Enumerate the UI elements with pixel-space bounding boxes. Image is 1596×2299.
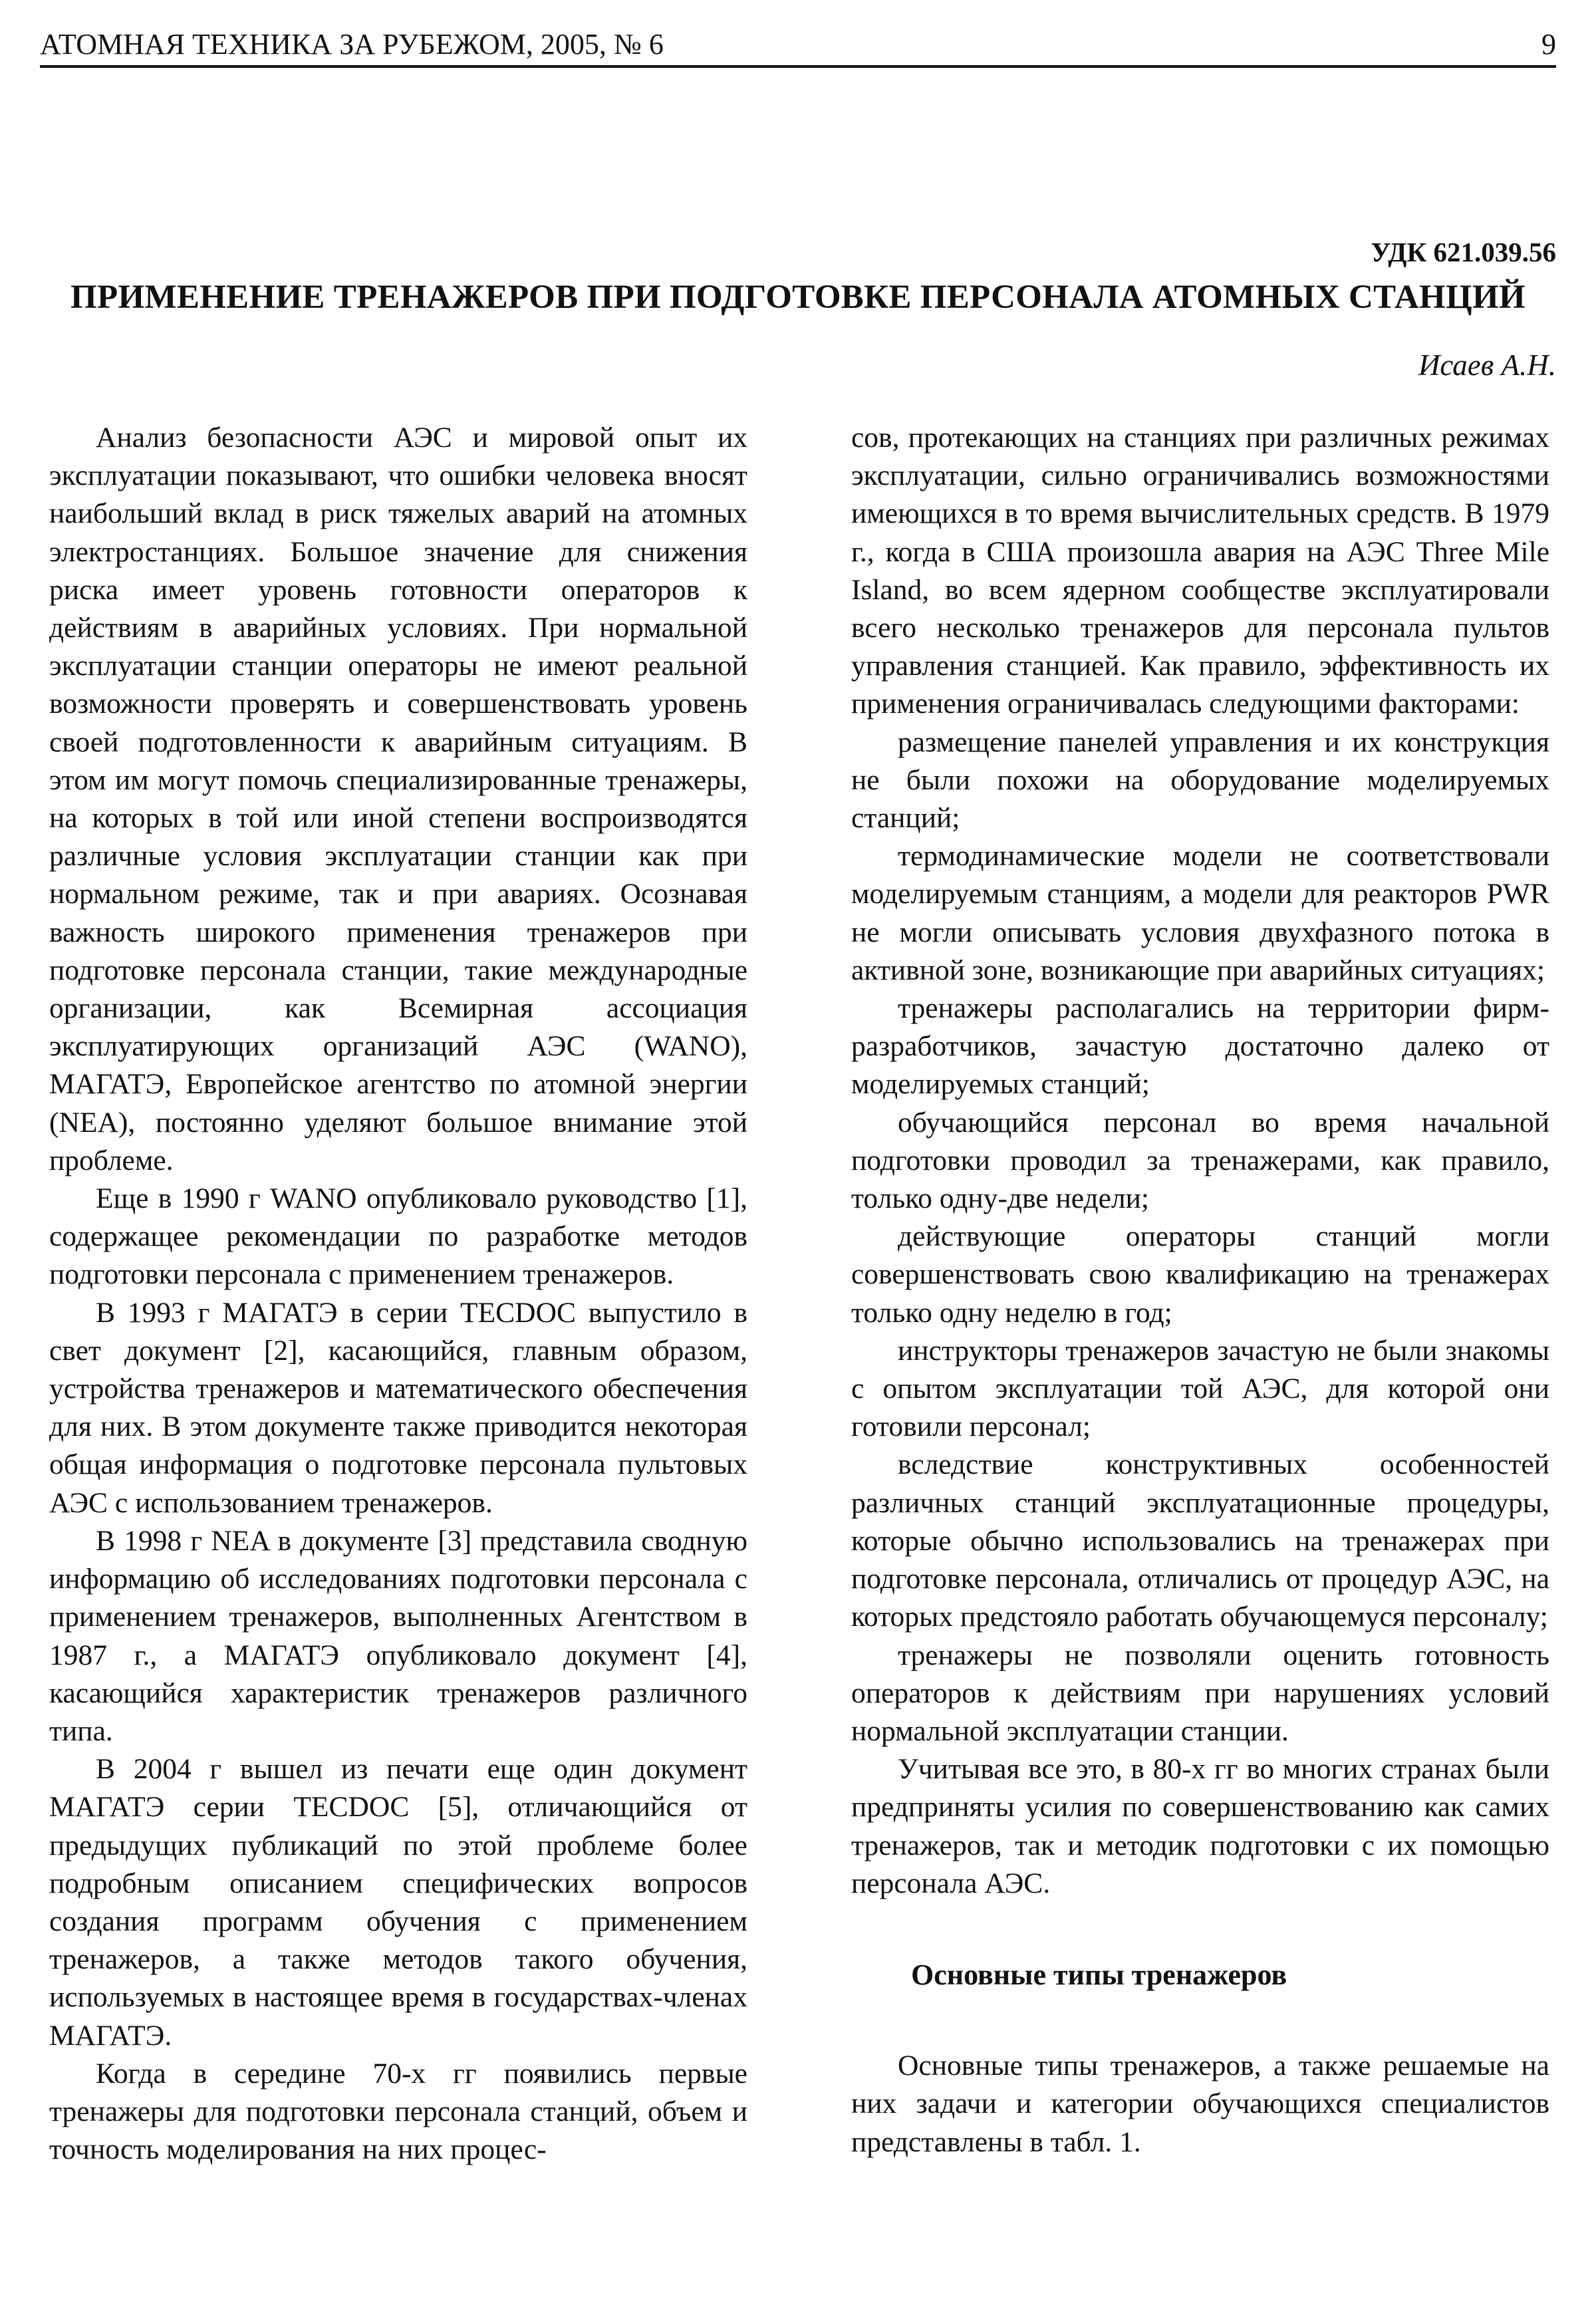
factor-item: термодинамические модели не соответствовали моделируемым станциям, а модели для реакторов PWR не могли описывать условия двухфазного потока в активной зоне, возникающие при аварийных ситуациях; [851,840,1549,986]
left-column [49,419,747,2169]
section-heading: Основные типы тренажеров [911,1958,1287,1991]
article-title: ПРИМЕНЕНИЕ ТРЕНАЖЕРОВ ПРИ ПОДГОТОВКЕ ПЕРСОНАЛА АТОМНЫХ СТАНЦИЙ [70,279,1526,316]
factor-item: вследствие конструктивных особенностей различных станций эксплуатационные процедуры, которые обычно использовались на тренажерах при подготовке персонала, отличались от процедур АЭС, на которых предстояло работать обучающемуся персоналу; [851,1448,1549,1633]
paragraph: Когда в середине 70-х гг появились первые тренажеры для подготовки персонала станций, объем и точность моделирования на них процес- [49,2057,747,2166]
factor-item: обучающийся персонал во время начальной подготовки проводил за тренажерами, как правило, только одну-две недели; [851,1106,1549,1215]
paragraph: Анализ безопасности АЭС и мировой опыт их эксплуатации показывают, что ошибки человека вносят наибольший вклад в риск тяжелых аварий на атомных электростанциях. Большое значение для снижения риска имеет уровень готовности операторов к действиям в аварийных условиях. При нормальной эксплуатации станции операторы не имеют реальной возможности проверять и совершенствовать уровень своей подготовленности к аварийным ситуациям. В этом им могут помочь специализированные тренажеры, на которых в той или иной степени воспроизводятся различные условия эксплуатации станции как при нормальном режиме, так и при авариях. Осознавая важность широкого применения тренажеров при подготовке персонала станции, такие международные организации, как Всемирная ассоциация эксплуатирующих организаций АЭС (WANO), МАГАТЭ, Европейское агентство по атомной энергии (NEA), постоянно уделяют большое внимание этой проблеме. [49,422,747,1176]
factor-item: инструкторы тренажеров зачастую не были знакомы с опытом эксплуатации той АЭС, для которой они готовили персонал; [851,1334,1549,1443]
factor-item: действующие операторы станций могли совершенствовать свою квалификацию на тренажерах только одну неделю в год; [851,1220,1549,1329]
running-header [40,20,1556,68]
udk-code: УДК 621.039.56 [1371,237,1556,267]
paragraph: Еще в 1990 г WANO опубликовало руководство [1], содержащее рекомендации по разработке методов подготовки персонала с применением тренажеров. [49,1182,747,1291]
right-column [851,419,1549,2161]
paragraph: Учитывая все это, в 80-х гг во многих странах были предприняты усилия по совершенствованию как самих тренажеров, так и методик подготовки с их помощью персонала АЭС. [851,1753,1549,1899]
paragraph: В 2004 г вышел из печати еще один документ МАГАТЭ серии TECDOC [5], отличающийся от предыдущих публикаций по этой проблеме более подробным описанием специфических вопросов создания программ обучения с применением тренажеров, а также методов такого обучения, используемых в настоящее время в государствах-членах МАГАТЭ. [49,1753,747,2052]
paragraph-continuation: сов, протекающих на станциях при различных режимах эксплуатации, сильно ограничивались возможностями имеющихся в то время вычислительных средств. В 1979 г., когда в США произошла авария на АЭС Three Mile Island, во всем ядерном сообществе эксплуатировали всего несколько тренажеров для персонала пультов управления станцией. Как правило, эффективность их применения ограничивалась следующими факторами: [851,422,1549,720]
factor-item: тренажеры не позволяли оценить готовность операторов к действиям при нарушениях условий нормальной эксплуатации станции. [851,1639,1549,1747]
factor-item: размещение панелей управления и их конструкция не были похожи на оборудование моделируемых станций; [851,726,1549,835]
factor-item: тренажеры располагались на территории фирм-разработчиков, зачастую достаточно далеко от моделируемых станций; [851,992,1549,1101]
paragraph: В 1993 г МАГАТЭ в серии TECDOC выпустило в свет документ [2], касающийся, главным образом, устройства тренажеров и математического обеспечения для них. В этом документе также приводится некоторая общая информация о подготовке персонала пультовых АЭС с использованием тренажеров. [49,1296,747,1519]
journal-name: АТОМНАЯ ТЕХНИКА ЗА РУБЕЖОМ, 2005, № 6 [40,28,664,61]
paragraph: Основные типы тренажеров, а также решаемые на них задачи и категории обучающихся специалистов представлены в табл. 1. [851,2050,1549,2158]
paragraph: В 1998 г NEA в документе [3] представила сводную информацию об исследованиях подготовки персонала с применением тренажеров, выполненных Агентством в 1987 г., а МАГАТЭ опубликовало документ [4], касающийся характеристик тренажеров различного типа. [49,1524,747,1747]
page-number: 9 [1541,28,1556,61]
article-author: Исаев А.Н. [1418,348,1556,382]
